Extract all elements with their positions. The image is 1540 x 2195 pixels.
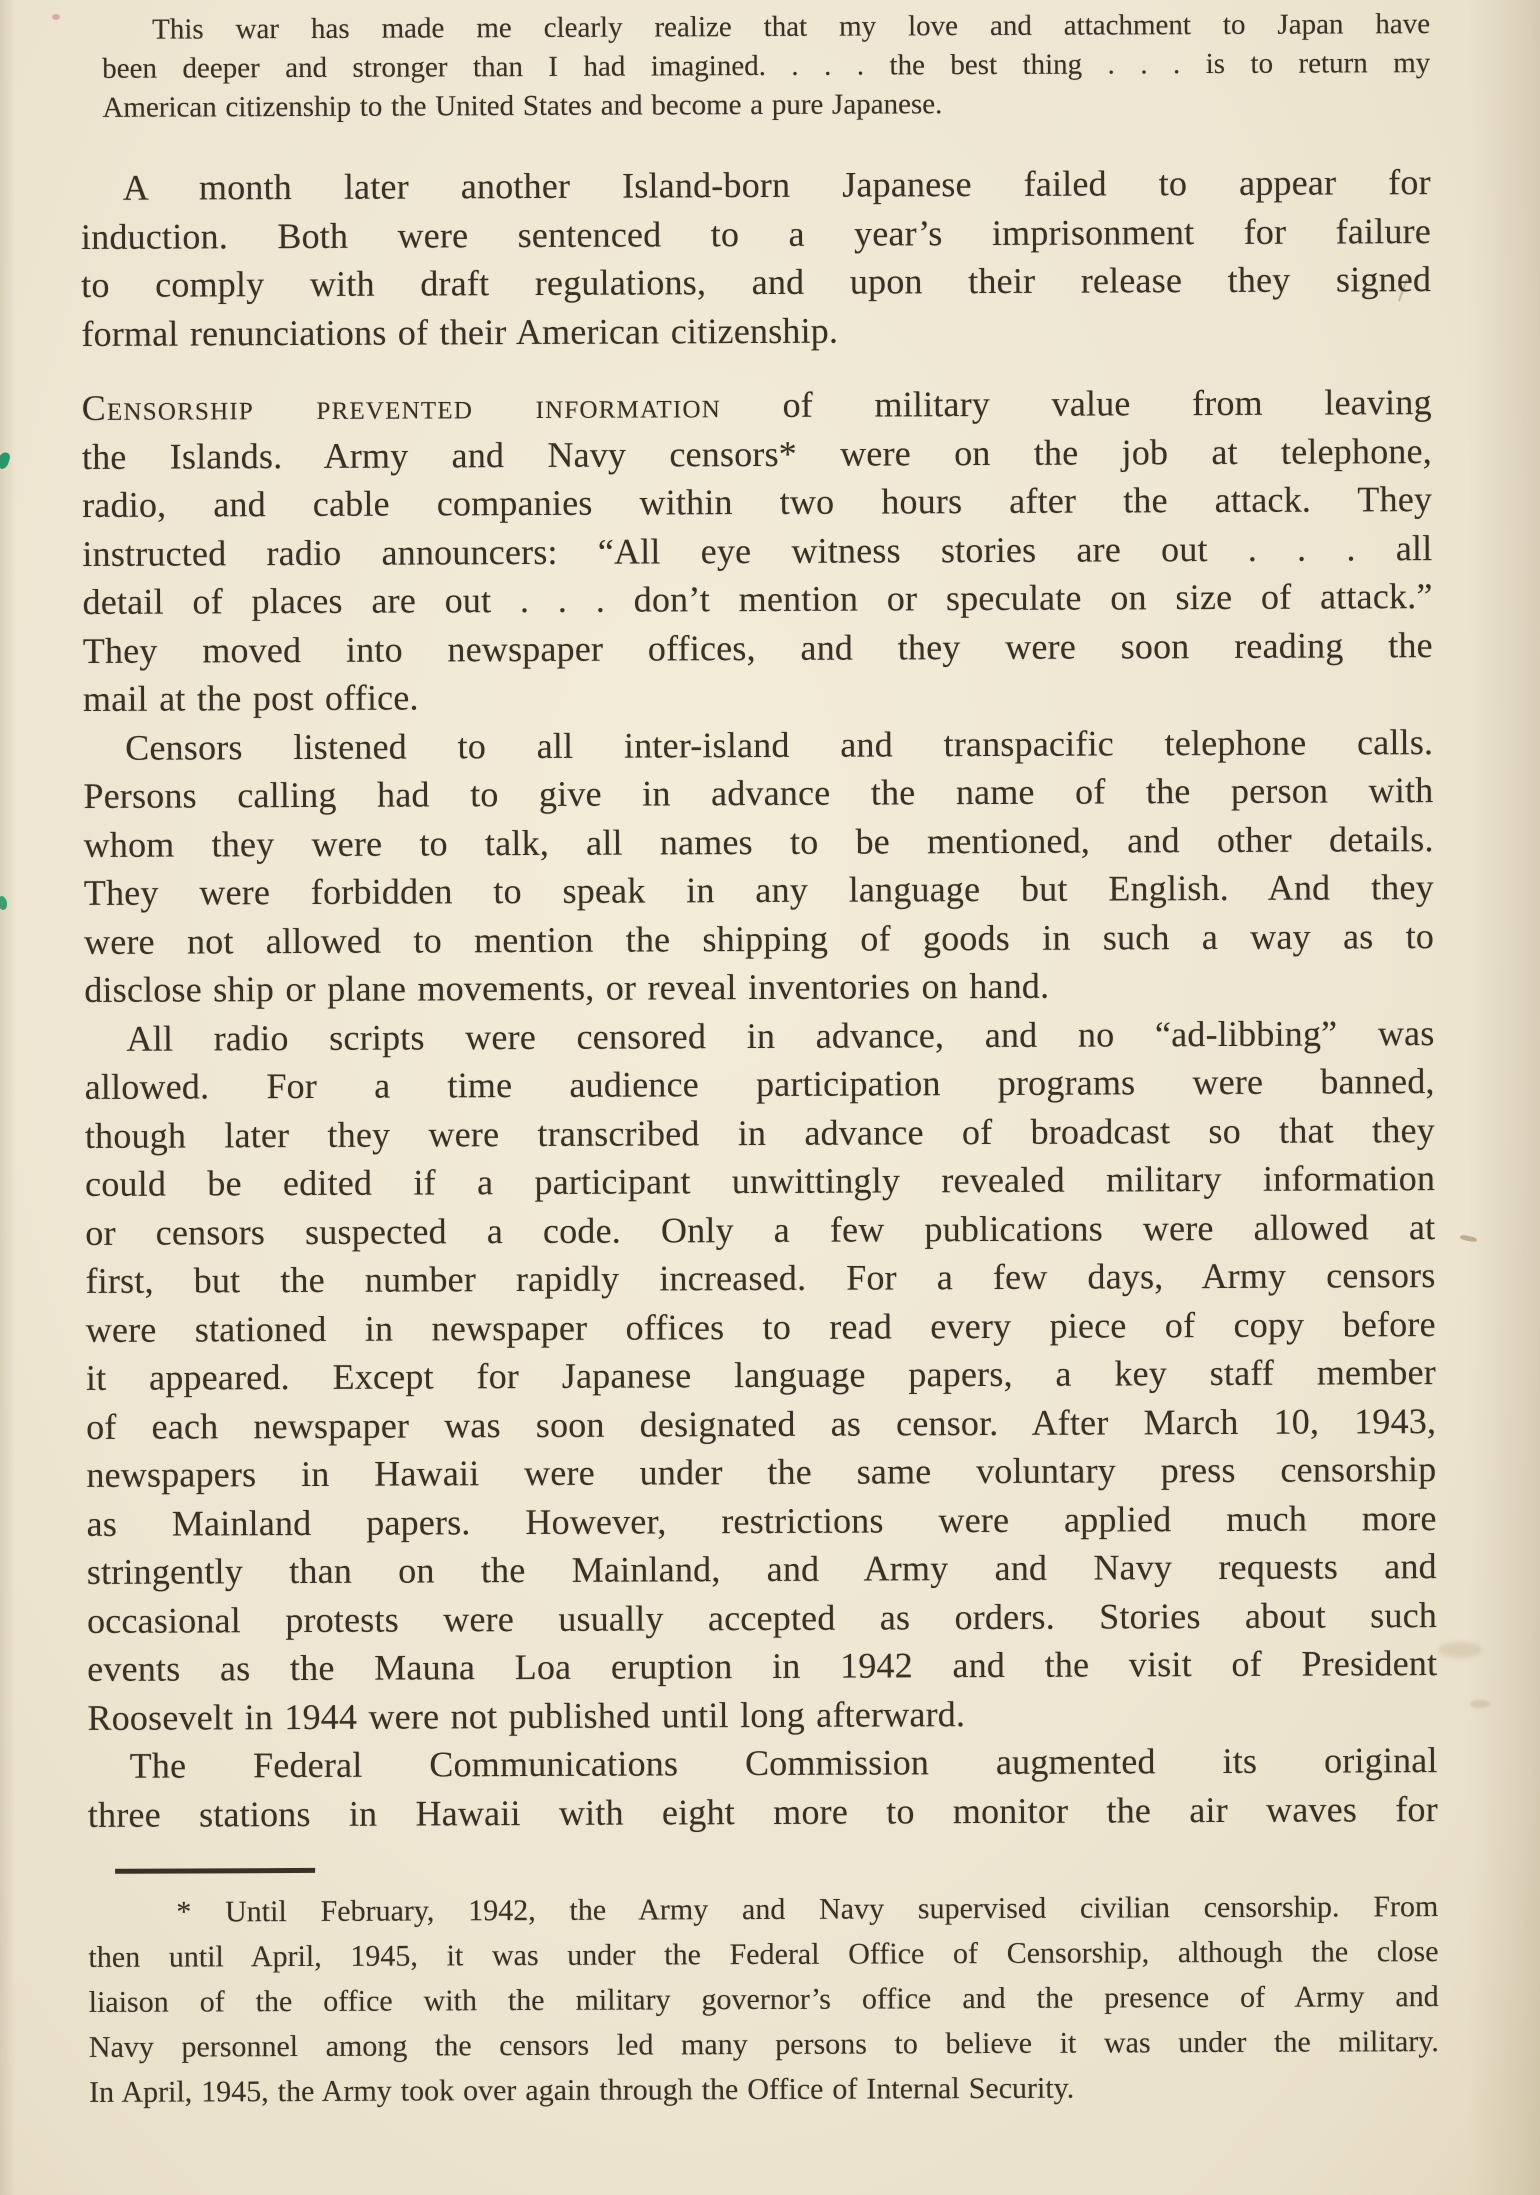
text-line: * Until February, 1942, the Army and Navy supervised civilian censorship. From [176,1890,1439,1929]
text-line: to comply with draft regulations, and upon their release they signed [81,259,1432,305]
text-line: The Federal Communications Commission augmented its original [129,1740,1438,1786]
para-fcc [88,1736,1438,1839]
para-censorship-prevented [82,378,1433,723]
text-line: disclose ship or plane movements, or reveal inventories on hand. [84,965,1050,1010]
text-line: newspapers in Hawaii were under the same voluntary press censorship [86,1449,1437,1495]
text-line: Roosevelt in 1944 were not published until long afterward. [87,1693,966,1738]
text-line: They were forbidden to speak in any language but English. And they [83,867,1434,913]
text-line: mail at the post office. [82,677,419,719]
text-line: events as the Mauna Loa eruption in 1942 and the visit of President [87,1643,1438,1689]
text-line: or censors suspected a code. Only a few publications were allowed at [85,1206,1436,1253]
text-line: American citizenship to the United States and become a pure Japanese. [102,88,943,124]
text-line: could be edited if a participant unwittingly revealed military information [85,1158,1436,1204]
text-line: of each newspaper was soon designated as censor. After March 10, 1943, [86,1400,1437,1447]
text-line: liaison of the office with the military governor’s office and the presence of Army and [88,1980,1439,2019]
text-line: were not allowed to mention the shipping of goods in such a way as to [83,915,1435,962]
pink-speck [52,14,60,20]
text-block [80,5,1439,2115]
text-line: as Mainland papers. However, restrictions were applied much more [86,1497,1437,1544]
text-line: formal renunciations of their American citizenship. [81,310,839,354]
text-line: Censorship prevented information of military value from leaving [81,382,1432,428]
footnote [88,1884,1439,2115]
body-paragraphs [81,158,1438,1839]
text-line: This war has made me clearly realize that my love and attachment to Japan have [152,8,1431,46]
text-line: first, but the number rapidly increased. For a few days, Army censors [85,1255,1436,1301]
text-line: then until April, 1945, it was under the Federal Office of Censorship, although the close [88,1935,1439,1974]
text-line: detail of places are out . . . don’t mention or speculate on size of attack.” [82,576,1433,622]
text-line: In April, 1945, the Army took over again through the Office of Internal Security. [89,2071,1075,2109]
block-quote [102,5,1430,128]
para-radio-scripts [84,1009,1437,1742]
edge-smudge [1438,1642,1482,1658]
text-line: Censors listened to all inter-island and transpacific telephone calls. [125,721,1434,768]
green-edge-mark-bottom [0,895,8,910]
text-line: occasional protests were usually accepted as orders. Stories about such [86,1594,1438,1641]
text-line: been deeper and stronger than I had imagined. . . . the best thing . . . is to return my [102,47,1431,85]
text-line: They moved into newspaper offices, and they were soon reading the [82,624,1433,671]
text-line: were stationed in newspaper offices to read every piece of copy before [85,1303,1436,1350]
text-line: A month later another Island-born Japanese failed to appear for [122,162,1431,208]
brown-speck [1460,1234,1478,1242]
smallcaps-lead: Censorship prevented information [81,385,722,428]
text-line: All radio scripts were censored in advance, and no “ad-libbing” was [126,1012,1435,1059]
text-line: it appeared. Except for Japanese language papers, a key staff member [85,1352,1437,1398]
green-edge-mark-top [0,451,11,471]
footnote-rule [115,1868,315,1874]
text-line: radio, and cable companies within two hours after the attack. They [82,479,1433,525]
text-line: the Islands. Army and Navy censors* were on the job at telephone, [81,430,1433,477]
text-line: whom they were to talk, all names to be mentioned, and other details. [83,818,1434,865]
text-line: though later they were transcribed in advance of broadcast so that they [84,1109,1435,1156]
edge-smudge-small [1470,1700,1490,1708]
text-line: Navy personnel among the censors led many persons to believe it was under the military. [88,2025,1439,2064]
text-line: three stations in Hawaii with eight more to monitor the air waves for [87,1788,1438,1835]
text-line: induction. Both were sentenced to a year’s imprisonment for failure [80,210,1432,257]
text-line: stringently than on the Mainland, and Army and Navy requests and [86,1546,1437,1592]
para-censors-listened [83,718,1434,1015]
text-line: instructed radio announcers: “All eye witness stories are out . . . all [82,527,1433,574]
text-line: Persons calling had to give in advance the name of the person with [83,770,1434,816]
text-line: allowed. For a time audience participation programs were banned, [84,1061,1435,1107]
para-month-later [81,158,1432,358]
